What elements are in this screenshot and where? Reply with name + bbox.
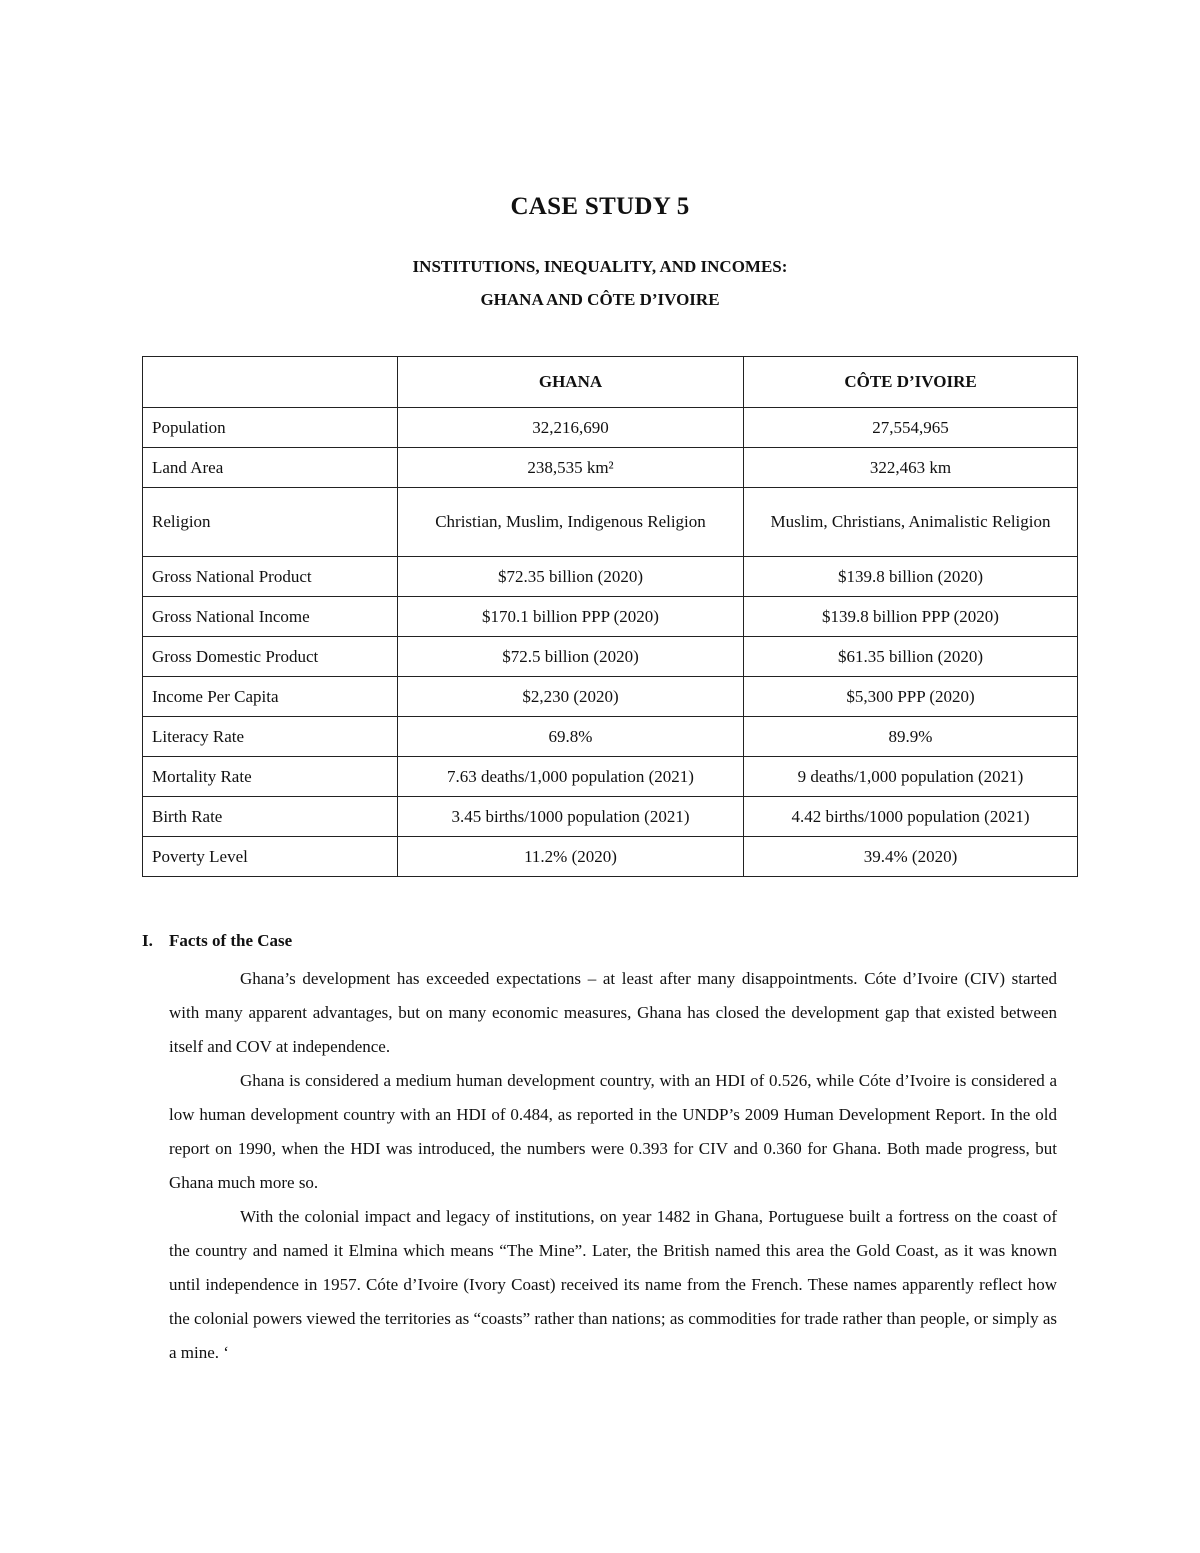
subtitle-line-2: GHANA AND CÔTE D’IVOIRE: [480, 290, 720, 309]
table-row: [143, 408, 1078, 448]
ghana-value: $72.35 billion (2020): [398, 557, 744, 597]
table-row: [143, 448, 1078, 488]
table-row: [143, 757, 1078, 797]
row-label: Literacy Rate: [143, 717, 398, 757]
section-body: [169, 962, 1057, 1370]
table-header-civ: CÔTE D’IVOIRE: [744, 357, 1078, 408]
civ-value: $139.8 billion (2020): [744, 557, 1078, 597]
page-title: CASE STUDY 5: [510, 193, 690, 220]
table-header-ghana: GHANA: [398, 357, 744, 408]
row-label: Gross Domestic Product: [143, 637, 398, 677]
paragraph: With the colonial impact and legacy of institutions, on year 1482 in Ghana, Portuguese built a fortress on the coast of the country and named it Elmina which means “The Mine”. Later, the British named this area the Gold Coast, as it was known until independence in 1957. Cóte d’Ivoire (Ivory Coast) received its name from the French. These names apparently reflect how the colonial powers viewed the territories as “coasts” rather than nations; as commodities for trade rather than people, or simply as a mine. ‘: [169, 1207, 1057, 1362]
row-label: Poverty Level: [143, 837, 398, 877]
paragraph: Ghana’s development has exceeded expectations – at least after many disappointments. Cóte d’Ivoire (CIV) started with many apparent advantages, but on many economic measures, Ghana has closed the development gap that existed between itself and COV at independence.: [169, 969, 1057, 1056]
row-label: Religion: [143, 488, 398, 557]
civ-value: 9 deaths/1,000 population (2021): [744, 757, 1078, 797]
ghana-value: $170.1 billion PPP (2020): [398, 597, 744, 637]
civ-value: 89.9%: [744, 717, 1078, 757]
paragraph: Ghana is considered a medium human development country, with an HDI of 0.526, while Cóte d’Ivoire is considered a low human development country with an HDI of 0.484, as reported in the UNDP’s 2009 Human Development Report. In the old report on 1990, when the HDI was introduced, the numbers were 0.393 for CIV and 0.360 for Ghana. Both made progress, but Ghana much more so.: [169, 1071, 1057, 1192]
table-row: [143, 488, 1078, 557]
table-row: [143, 557, 1078, 597]
table-row: [143, 677, 1078, 717]
ghana-value: 32,216,690: [398, 408, 744, 448]
row-label: Gross National Product: [143, 557, 398, 597]
table-row: [143, 597, 1078, 637]
table-header-row: [143, 357, 1078, 408]
comparison-table: [142, 356, 1078, 877]
table-row: [143, 837, 1078, 877]
table-row: [143, 797, 1078, 837]
section-heading: [142, 931, 292, 951]
ghana-value: 238,535 km²: [398, 448, 744, 488]
civ-value: 39.4% (2020): [744, 837, 1078, 877]
subtitle-line-1: INSTITUTIONS, INEQUALITY, AND INCOMES:: [412, 257, 788, 276]
civ-value: Muslim, Christians, Animalistic Religion: [744, 488, 1078, 557]
civ-value: $5,300 PPP (2020): [744, 677, 1078, 717]
civ-value: 322,463 km: [744, 448, 1078, 488]
table-row: [143, 637, 1078, 677]
civ-value: $139.8 billion PPP (2020): [744, 597, 1078, 637]
row-label: Birth Rate: [143, 797, 398, 837]
ghana-value: $2,230 (2020): [398, 677, 744, 717]
row-label: Mortality Rate: [143, 757, 398, 797]
ghana-value: 7.63 deaths/1,000 population (2021): [398, 757, 744, 797]
table-header-empty: [143, 357, 398, 408]
section-title: Facts of the Case: [169, 931, 293, 950]
row-label: Income Per Capita: [143, 677, 398, 717]
ghana-value: 11.2% (2020): [398, 837, 744, 877]
ghana-value: Christian, Muslim, Indigenous Religion: [398, 488, 744, 557]
ghana-value: 3.45 births/1000 population (2021): [398, 797, 744, 837]
ghana-value: 69.8%: [398, 717, 744, 757]
civ-value: $61.35 billion (2020): [744, 637, 1078, 677]
civ-value: 27,554,965: [744, 408, 1078, 448]
ghana-value: $72.5 billion (2020): [398, 637, 744, 677]
table-row: [143, 717, 1078, 757]
section-number: I.: [142, 931, 153, 950]
civ-value: 4.42 births/1000 population (2021): [744, 797, 1078, 837]
row-label: Population: [143, 408, 398, 448]
row-label: Land Area: [143, 448, 398, 488]
row-label: Gross National Income: [143, 597, 398, 637]
